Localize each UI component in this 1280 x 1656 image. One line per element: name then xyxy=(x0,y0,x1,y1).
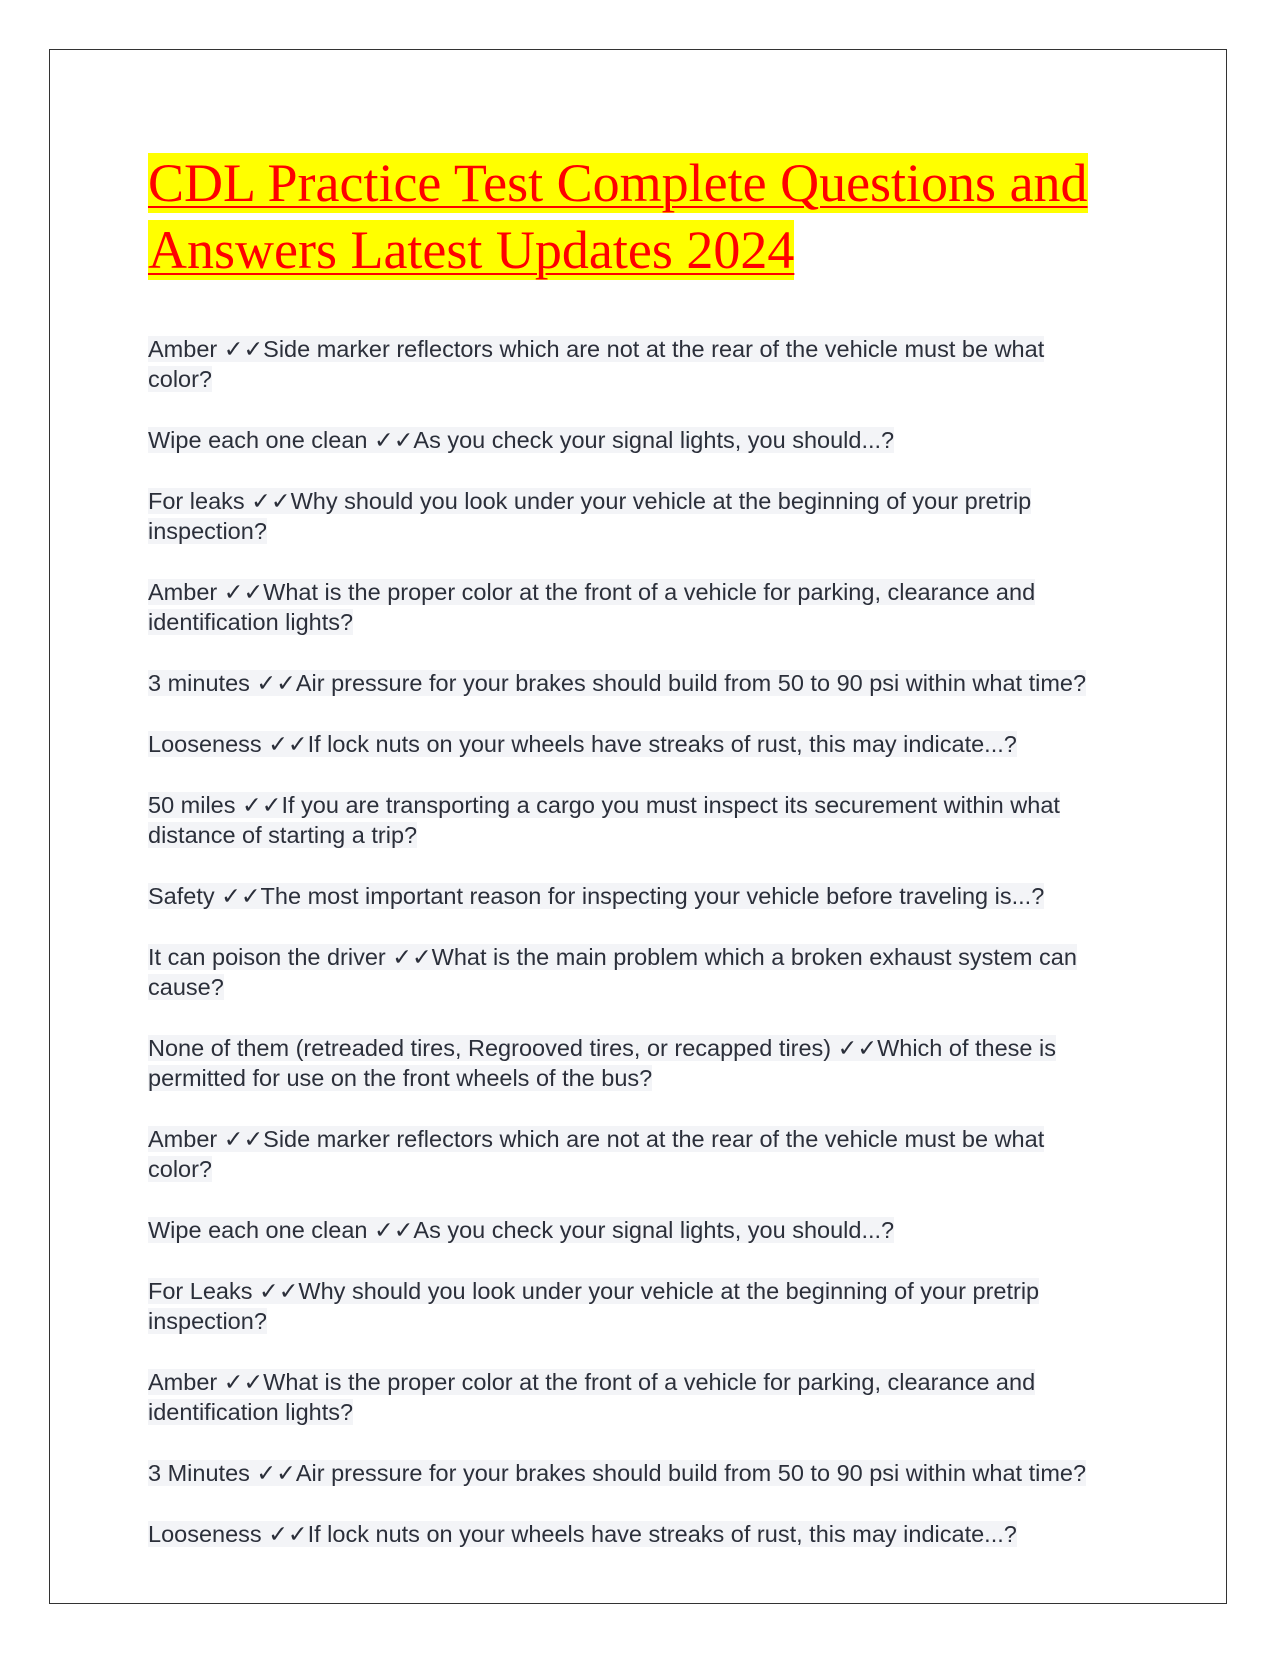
answer-text: Safety xyxy=(148,883,215,909)
qa-item xyxy=(148,1458,1108,1488)
document-page xyxy=(49,49,1227,1604)
question-text: What is the main problem which a broken exhaust system can cause? xyxy=(148,944,1077,1000)
qa-item-text xyxy=(148,670,1086,696)
double-check-icon: ✓✓ xyxy=(242,792,282,818)
qa-item xyxy=(148,486,1108,546)
answer-text: 3 Minutes xyxy=(148,1460,250,1486)
question-text: If you are transporting a cargo you must inspect its securement within what distance of starting a trip? xyxy=(148,792,1060,848)
double-check-icon: ✓✓ xyxy=(259,1278,299,1304)
qa-item-text xyxy=(148,1521,1017,1547)
answer-text: For leaks xyxy=(148,488,245,514)
qa-item xyxy=(148,334,1108,394)
qa-item-text xyxy=(148,1460,1086,1486)
qa-item-text xyxy=(148,1369,1035,1425)
double-check-icon: ✓✓ xyxy=(223,1369,264,1395)
qa-item-text xyxy=(148,731,1017,757)
qa-item-text xyxy=(148,944,1077,1000)
double-check-icon: ✓✓ xyxy=(374,1217,414,1243)
qa-item xyxy=(148,1124,1108,1184)
double-check-icon: ✓✓ xyxy=(223,579,264,605)
qa-item-text xyxy=(148,1126,1044,1182)
double-check-icon: ✓✓ xyxy=(251,488,291,514)
double-check-icon: ✓✓ xyxy=(221,883,261,909)
qa-item xyxy=(148,1215,1108,1245)
answer-text: Wipe each one clean xyxy=(148,427,368,453)
double-check-icon: ✓✓ xyxy=(268,731,308,757)
double-check-icon: ✓✓ xyxy=(374,427,414,453)
qa-item-text xyxy=(148,1217,894,1243)
document-content xyxy=(148,150,1178,1580)
qa-item xyxy=(148,1276,1108,1336)
question-text: As you check your signal lights, you should...? xyxy=(413,427,895,453)
answer-text: None of them (retreaded tires, Regrooved tires, or recapped tires) xyxy=(148,1035,832,1061)
qa-item-text xyxy=(148,883,1044,909)
qa-item xyxy=(148,668,1108,698)
qa-item xyxy=(148,729,1108,759)
question-text: Side marker reflectors which are not at the rear of the vehicle must be what color? xyxy=(148,336,1045,392)
qa-item xyxy=(148,577,1108,637)
qa-item-text xyxy=(148,427,894,453)
question-text: As you check your signal lights, you should...? xyxy=(413,1217,895,1243)
double-check-icon: ✓✓ xyxy=(223,1126,264,1152)
question-text: Air pressure for your brakes should build from 50 to 90 psi within what time? xyxy=(295,1460,1087,1486)
question-text: Which of these is permitted for use on the front wheels of the bus? xyxy=(148,1035,1056,1091)
question-text: If lock nuts on your wheels have streaks of rust, this may indicate...? xyxy=(307,731,1017,757)
answer-text: Amber xyxy=(148,579,218,605)
question-text: What is the proper color at the front of a vehicle for parking, clearance and identification lights? xyxy=(148,579,1036,635)
double-check-icon: ✓✓ xyxy=(256,670,296,696)
qa-item-text xyxy=(148,792,1060,848)
answer-text: 50 miles xyxy=(148,792,236,818)
double-check-icon: ✓✓ xyxy=(837,1035,878,1061)
answer-text: Amber xyxy=(148,336,218,362)
answer-text: Amber xyxy=(148,1126,218,1152)
qa-item-text xyxy=(148,1278,1039,1334)
question-text: If lock nuts on your wheels have streaks of rust, this may indicate...? xyxy=(307,1521,1017,1547)
question-text: What is the proper color at the front of a vehicle for parking, clearance and identification lights? xyxy=(148,1369,1036,1425)
double-check-icon: ✓✓ xyxy=(256,1460,296,1486)
question-text: The most important reason for inspecting your vehicle before traveling is...? xyxy=(260,883,1045,909)
answer-text: Wipe each one clean xyxy=(148,1217,368,1243)
double-check-icon: ✓✓ xyxy=(223,336,264,362)
question-text: Why should you look under your vehicle at the beginning of your pretrip inspection? xyxy=(148,1278,1040,1334)
question-text: Air pressure for your brakes should build from 50 to 90 psi within what time? xyxy=(295,670,1087,696)
qa-item xyxy=(148,881,1108,911)
answer-text: 3 minutes xyxy=(148,670,250,696)
qa-item xyxy=(148,425,1108,455)
qa-item xyxy=(148,1033,1108,1093)
answer-text: Looseness xyxy=(148,1521,262,1547)
qa-item xyxy=(148,790,1108,850)
document-title-text: CDL Practice Test Complete Questions and Answers Latest Updates 2024 xyxy=(148,153,1088,280)
double-check-icon: ✓✓ xyxy=(268,1521,308,1547)
qa-list xyxy=(148,334,1178,1549)
double-check-icon: ✓✓ xyxy=(392,944,432,970)
question-text: Why should you look under your vehicle at the beginning of your pretrip inspection? xyxy=(148,488,1032,544)
qa-item-text xyxy=(148,488,1031,544)
qa-item-text xyxy=(148,336,1044,392)
answer-text: Amber xyxy=(148,1369,218,1395)
qa-item-text xyxy=(148,1035,1056,1091)
qa-item xyxy=(148,1519,1108,1549)
answer-text: Looseness xyxy=(148,731,262,757)
answer-text: It can poison the driver xyxy=(148,944,386,970)
qa-item xyxy=(148,1367,1108,1427)
question-text: Side marker reflectors which are not at the rear of the vehicle must be what color? xyxy=(148,1126,1045,1182)
qa-item xyxy=(148,942,1108,1002)
qa-item-text xyxy=(148,579,1035,635)
document-title xyxy=(148,150,1108,284)
answer-text: For Leaks xyxy=(148,1278,253,1304)
